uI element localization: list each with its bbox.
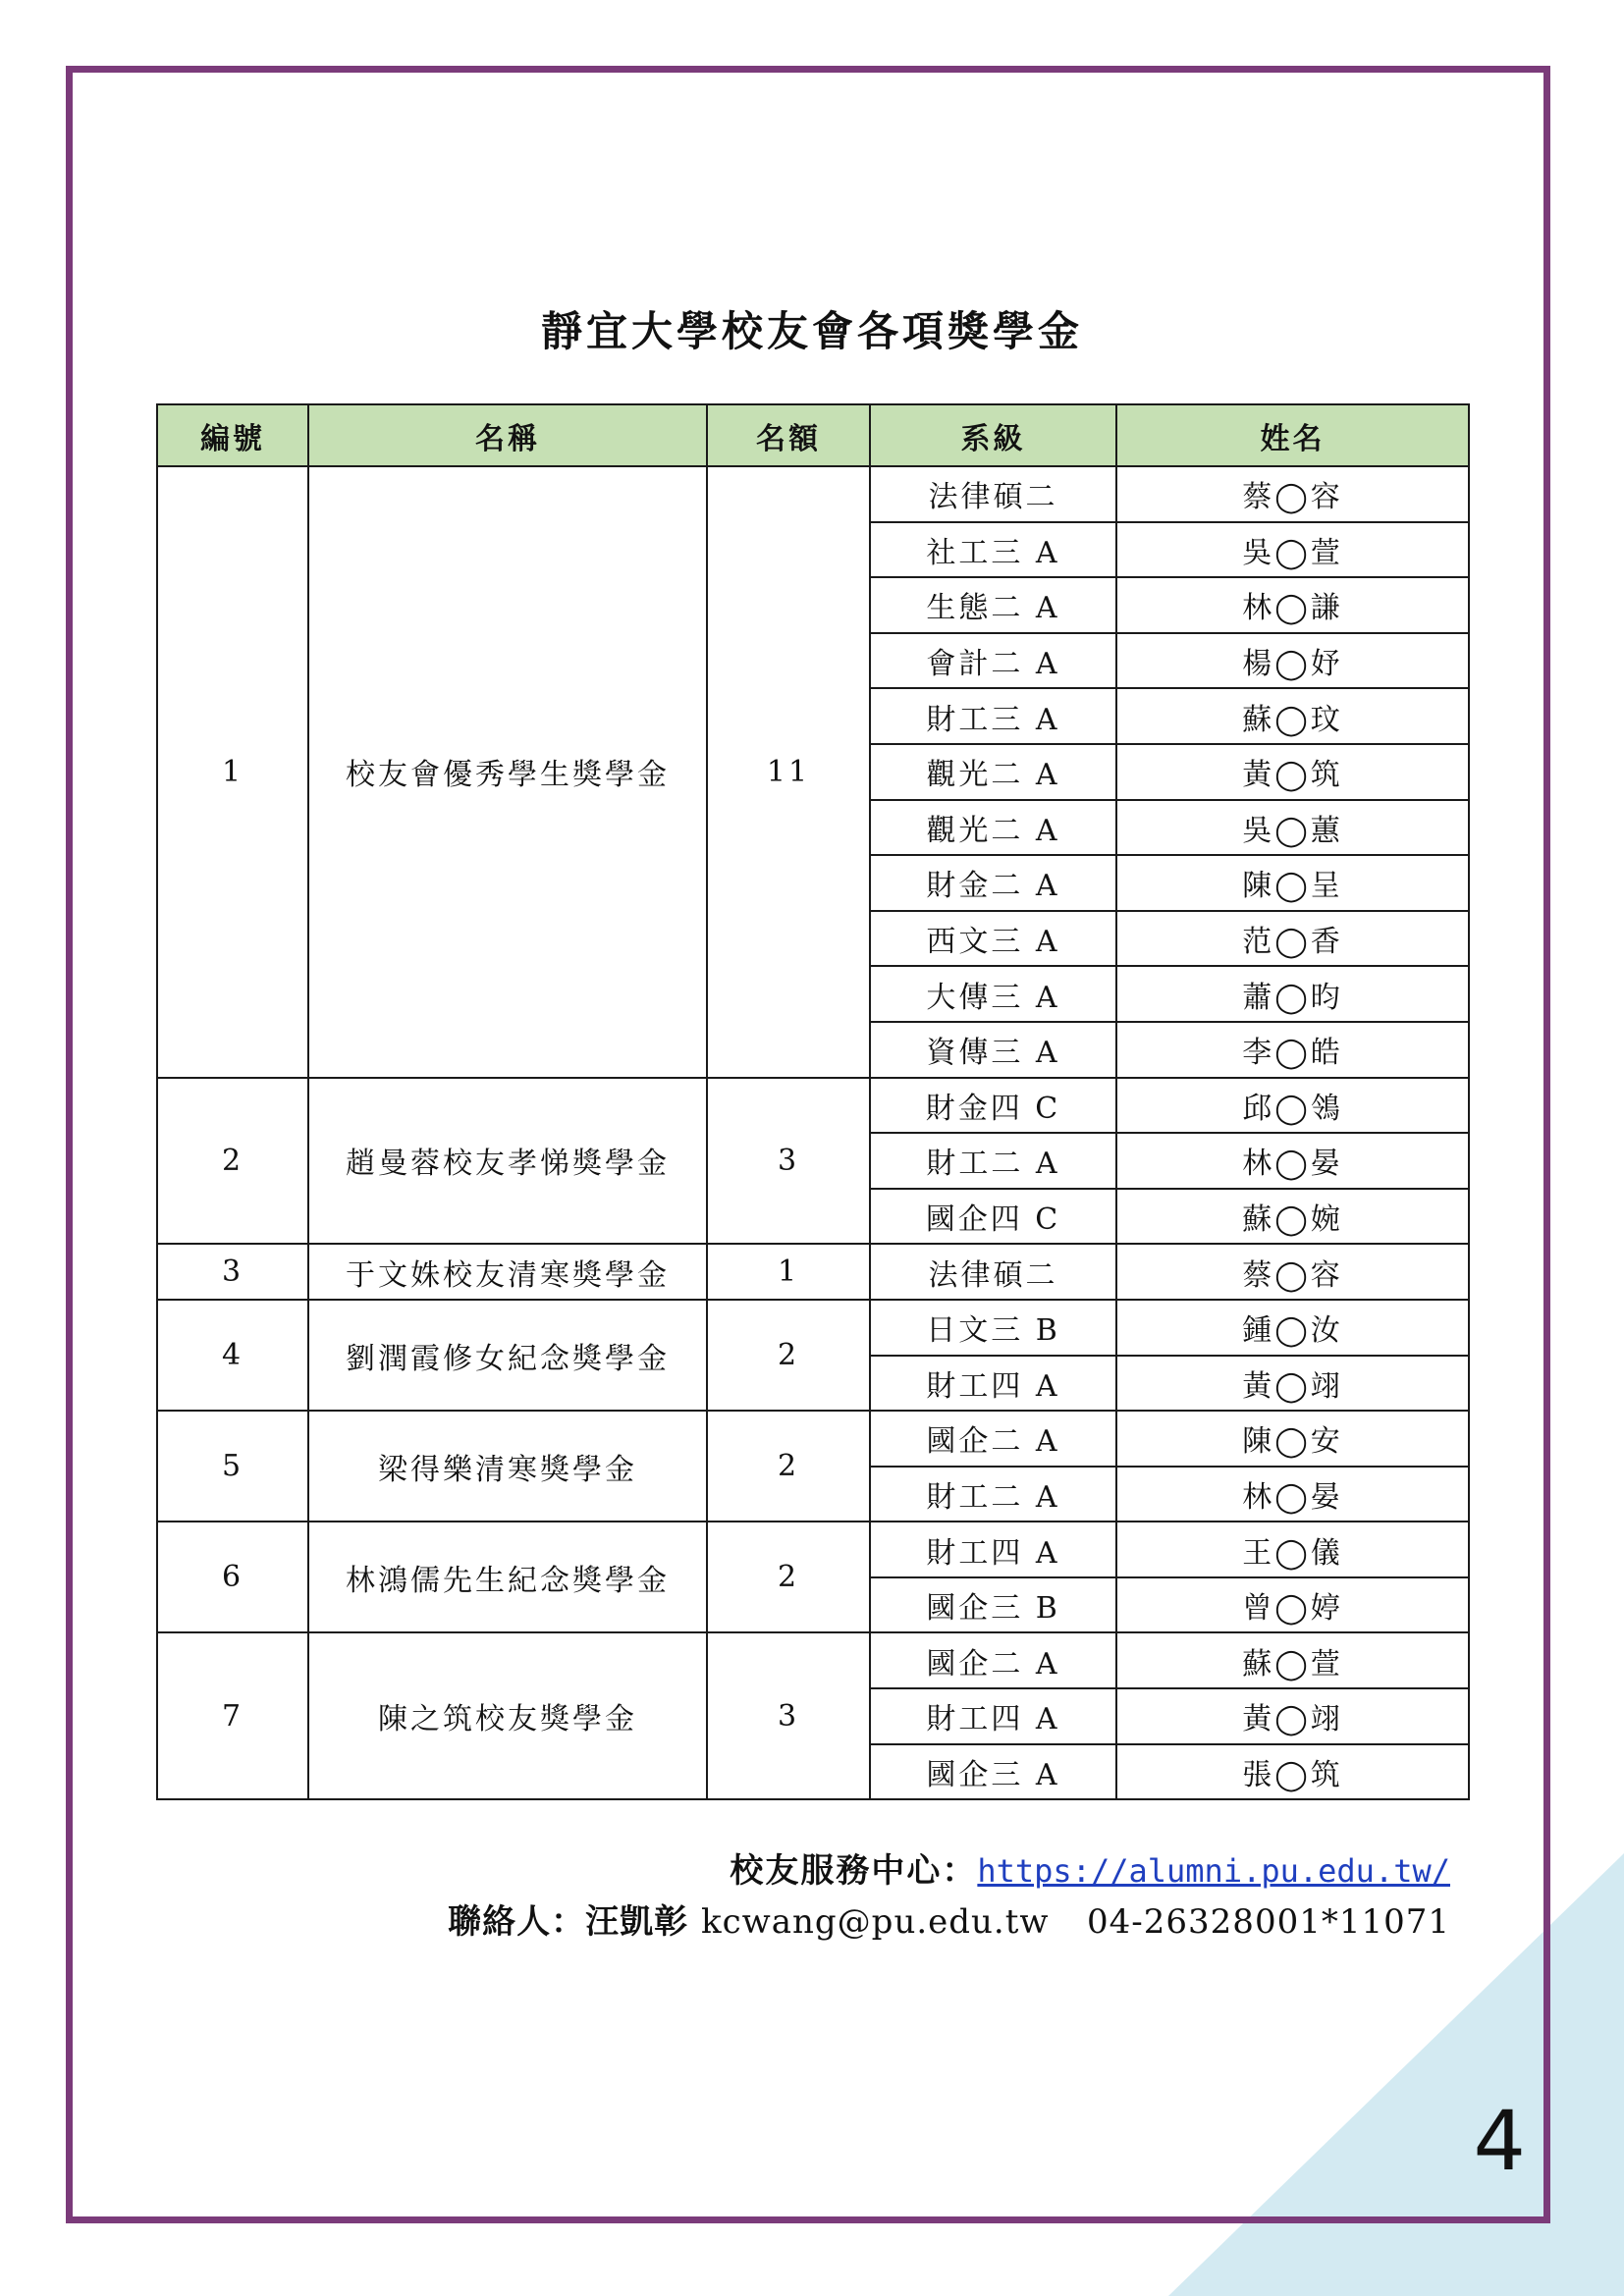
scholarship-quota: 2	[707, 1411, 870, 1522]
recipient-dept: 國企四 C	[870, 1189, 1116, 1245]
recipient-dept: 法律碩二	[870, 466, 1116, 522]
table-header-row	[157, 404, 1469, 466]
recipient-name: 陳◯呈	[1116, 855, 1469, 911]
scholarship-name: 林鴻儒先生紀念獎學金	[308, 1522, 707, 1632]
recipient-dept: 國企三 A	[870, 1744, 1116, 1800]
scholarship-no: 2	[157, 1078, 308, 1245]
scholarship-quota: 3	[707, 1078, 870, 1245]
recipient-dept: 財工二 A	[870, 1133, 1116, 1189]
header-quota: 名額	[707, 404, 870, 466]
header-name: 名稱	[308, 404, 707, 466]
recipient-name: 邱◯鴒	[1116, 1078, 1469, 1134]
scholarship-quota: 11	[707, 466, 870, 1078]
recipient-dept: 財金二 A	[870, 855, 1116, 911]
recipient-dept: 財工四 A	[870, 1522, 1116, 1577]
recipient-dept: 國企二 A	[870, 1632, 1116, 1688]
recipient-name: 蔡◯容	[1116, 1244, 1469, 1300]
recipient-dept: 國企三 B	[870, 1577, 1116, 1633]
header-no: 編號	[157, 404, 308, 466]
recipient-dept: 國企二 A	[870, 1411, 1116, 1467]
table-body	[157, 466, 1469, 1799]
recipient-dept: 觀光二 A	[870, 744, 1116, 800]
scholarship-name: 劉潤霞修女紀念獎學金	[308, 1300, 707, 1411]
scholarship-quota: 2	[707, 1300, 870, 1411]
recipient-dept: 生態二 A	[870, 577, 1116, 633]
recipient-dept: 日文三 B	[870, 1300, 1116, 1356]
scholarship-name: 趙曼蓉校友孝悌獎學金	[308, 1078, 707, 1245]
page-number: 4	[1473, 2093, 1526, 2189]
contact-label: 聯絡人：汪凱彰	[448, 1902, 689, 1942]
scholarship-table	[156, 403, 1470, 1800]
recipient-dept: 社工三 A	[870, 522, 1116, 578]
recipient-dept: 財工三 A	[870, 688, 1116, 744]
recipient-name: 曾◯婷	[1116, 1577, 1469, 1633]
recipient-name: 范◯香	[1116, 911, 1469, 967]
alumni-center-label: 校友服務中心：	[730, 1851, 978, 1891]
recipient-name: 蕭◯昀	[1116, 966, 1469, 1022]
table-row	[157, 1522, 1469, 1577]
recipient-name: 林◯晏	[1116, 1467, 1469, 1522]
recipient-dept: 財工四 A	[870, 1688, 1116, 1744]
recipient-name: 王◯儀	[1116, 1522, 1469, 1577]
scholarship-no: 4	[157, 1300, 308, 1411]
table-row	[157, 1244, 1469, 1300]
scholarship-name: 梁得樂清寒獎學金	[308, 1411, 707, 1522]
recipient-name: 吳◯蕙	[1116, 800, 1469, 856]
header-student: 姓名	[1116, 404, 1469, 466]
recipient-name: 蔡◯容	[1116, 466, 1469, 522]
recipient-name: 張◯筑	[1116, 1744, 1469, 1800]
recipient-dept: 大傳三 A	[870, 966, 1116, 1022]
table-row	[157, 1078, 1469, 1134]
recipient-dept: 資傳三 A	[870, 1022, 1116, 1078]
scholarship-no: 3	[157, 1244, 308, 1300]
scholarship-no: 7	[157, 1632, 308, 1799]
recipient-name: 蘇◯婉	[1116, 1189, 1469, 1245]
scholarship-name: 校友會優秀學生獎學金	[308, 466, 707, 1078]
scholarship-quota: 1	[707, 1244, 870, 1300]
recipient-dept: 財工四 A	[870, 1356, 1116, 1412]
table-row	[157, 466, 1469, 522]
recipient-name: 蘇◯玟	[1116, 688, 1469, 744]
contact-email: kcwang@pu.edu.tw	[701, 1902, 1050, 1942]
contact-phone: 04-26328001*11071	[1087, 1902, 1450, 1942]
scholarship-name: 陳之筑校友獎學金	[308, 1632, 707, 1799]
recipient-name: 黃◯翊	[1116, 1356, 1469, 1412]
scholarship-no: 6	[157, 1522, 308, 1632]
scholarship-quota: 2	[707, 1522, 870, 1632]
recipient-dept: 法律碩二	[870, 1244, 1116, 1300]
scholarship-no: 5	[157, 1411, 308, 1522]
recipient-dept: 會計二 A	[870, 633, 1116, 689]
recipient-name: 林◯晏	[1116, 1133, 1469, 1189]
recipient-dept: 觀光二 A	[870, 800, 1116, 856]
header-dept: 系級	[870, 404, 1116, 466]
recipient-dept: 財金四 C	[870, 1078, 1116, 1134]
contact-line	[448, 1895, 1450, 1943]
recipient-name: 林◯謙	[1116, 577, 1469, 633]
recipient-name: 吳◯萱	[1116, 522, 1469, 578]
scholarship-name: 于文姝校友清寒獎學金	[308, 1244, 707, 1300]
recipient-name: 黃◯筑	[1116, 744, 1469, 800]
recipient-name: 李◯皓	[1116, 1022, 1469, 1078]
alumni-center-link[interactable]: https://alumni.pu.edu.tw/	[977, 1852, 1450, 1890]
table-row	[157, 1411, 1469, 1467]
recipient-name: 蘇◯萱	[1116, 1632, 1469, 1688]
recipient-name: 黃◯翊	[1116, 1688, 1469, 1744]
recipient-dept: 財工二 A	[870, 1467, 1116, 1522]
scholarship-no: 1	[157, 466, 308, 1078]
recipient-name: 陳◯安	[1116, 1411, 1469, 1467]
scholarship-quota: 3	[707, 1632, 870, 1799]
recipient-name: 楊◯妤	[1116, 633, 1469, 689]
table-row	[157, 1300, 1469, 1356]
recipient-dept: 西文三 A	[870, 911, 1116, 967]
alumni-center-line	[730, 1843, 1450, 1892]
page-title: 靜宜大學校友會各項獎學金	[540, 307, 1083, 355]
table-row	[157, 1632, 1469, 1688]
recipient-name: 鍾◯汝	[1116, 1300, 1469, 1356]
